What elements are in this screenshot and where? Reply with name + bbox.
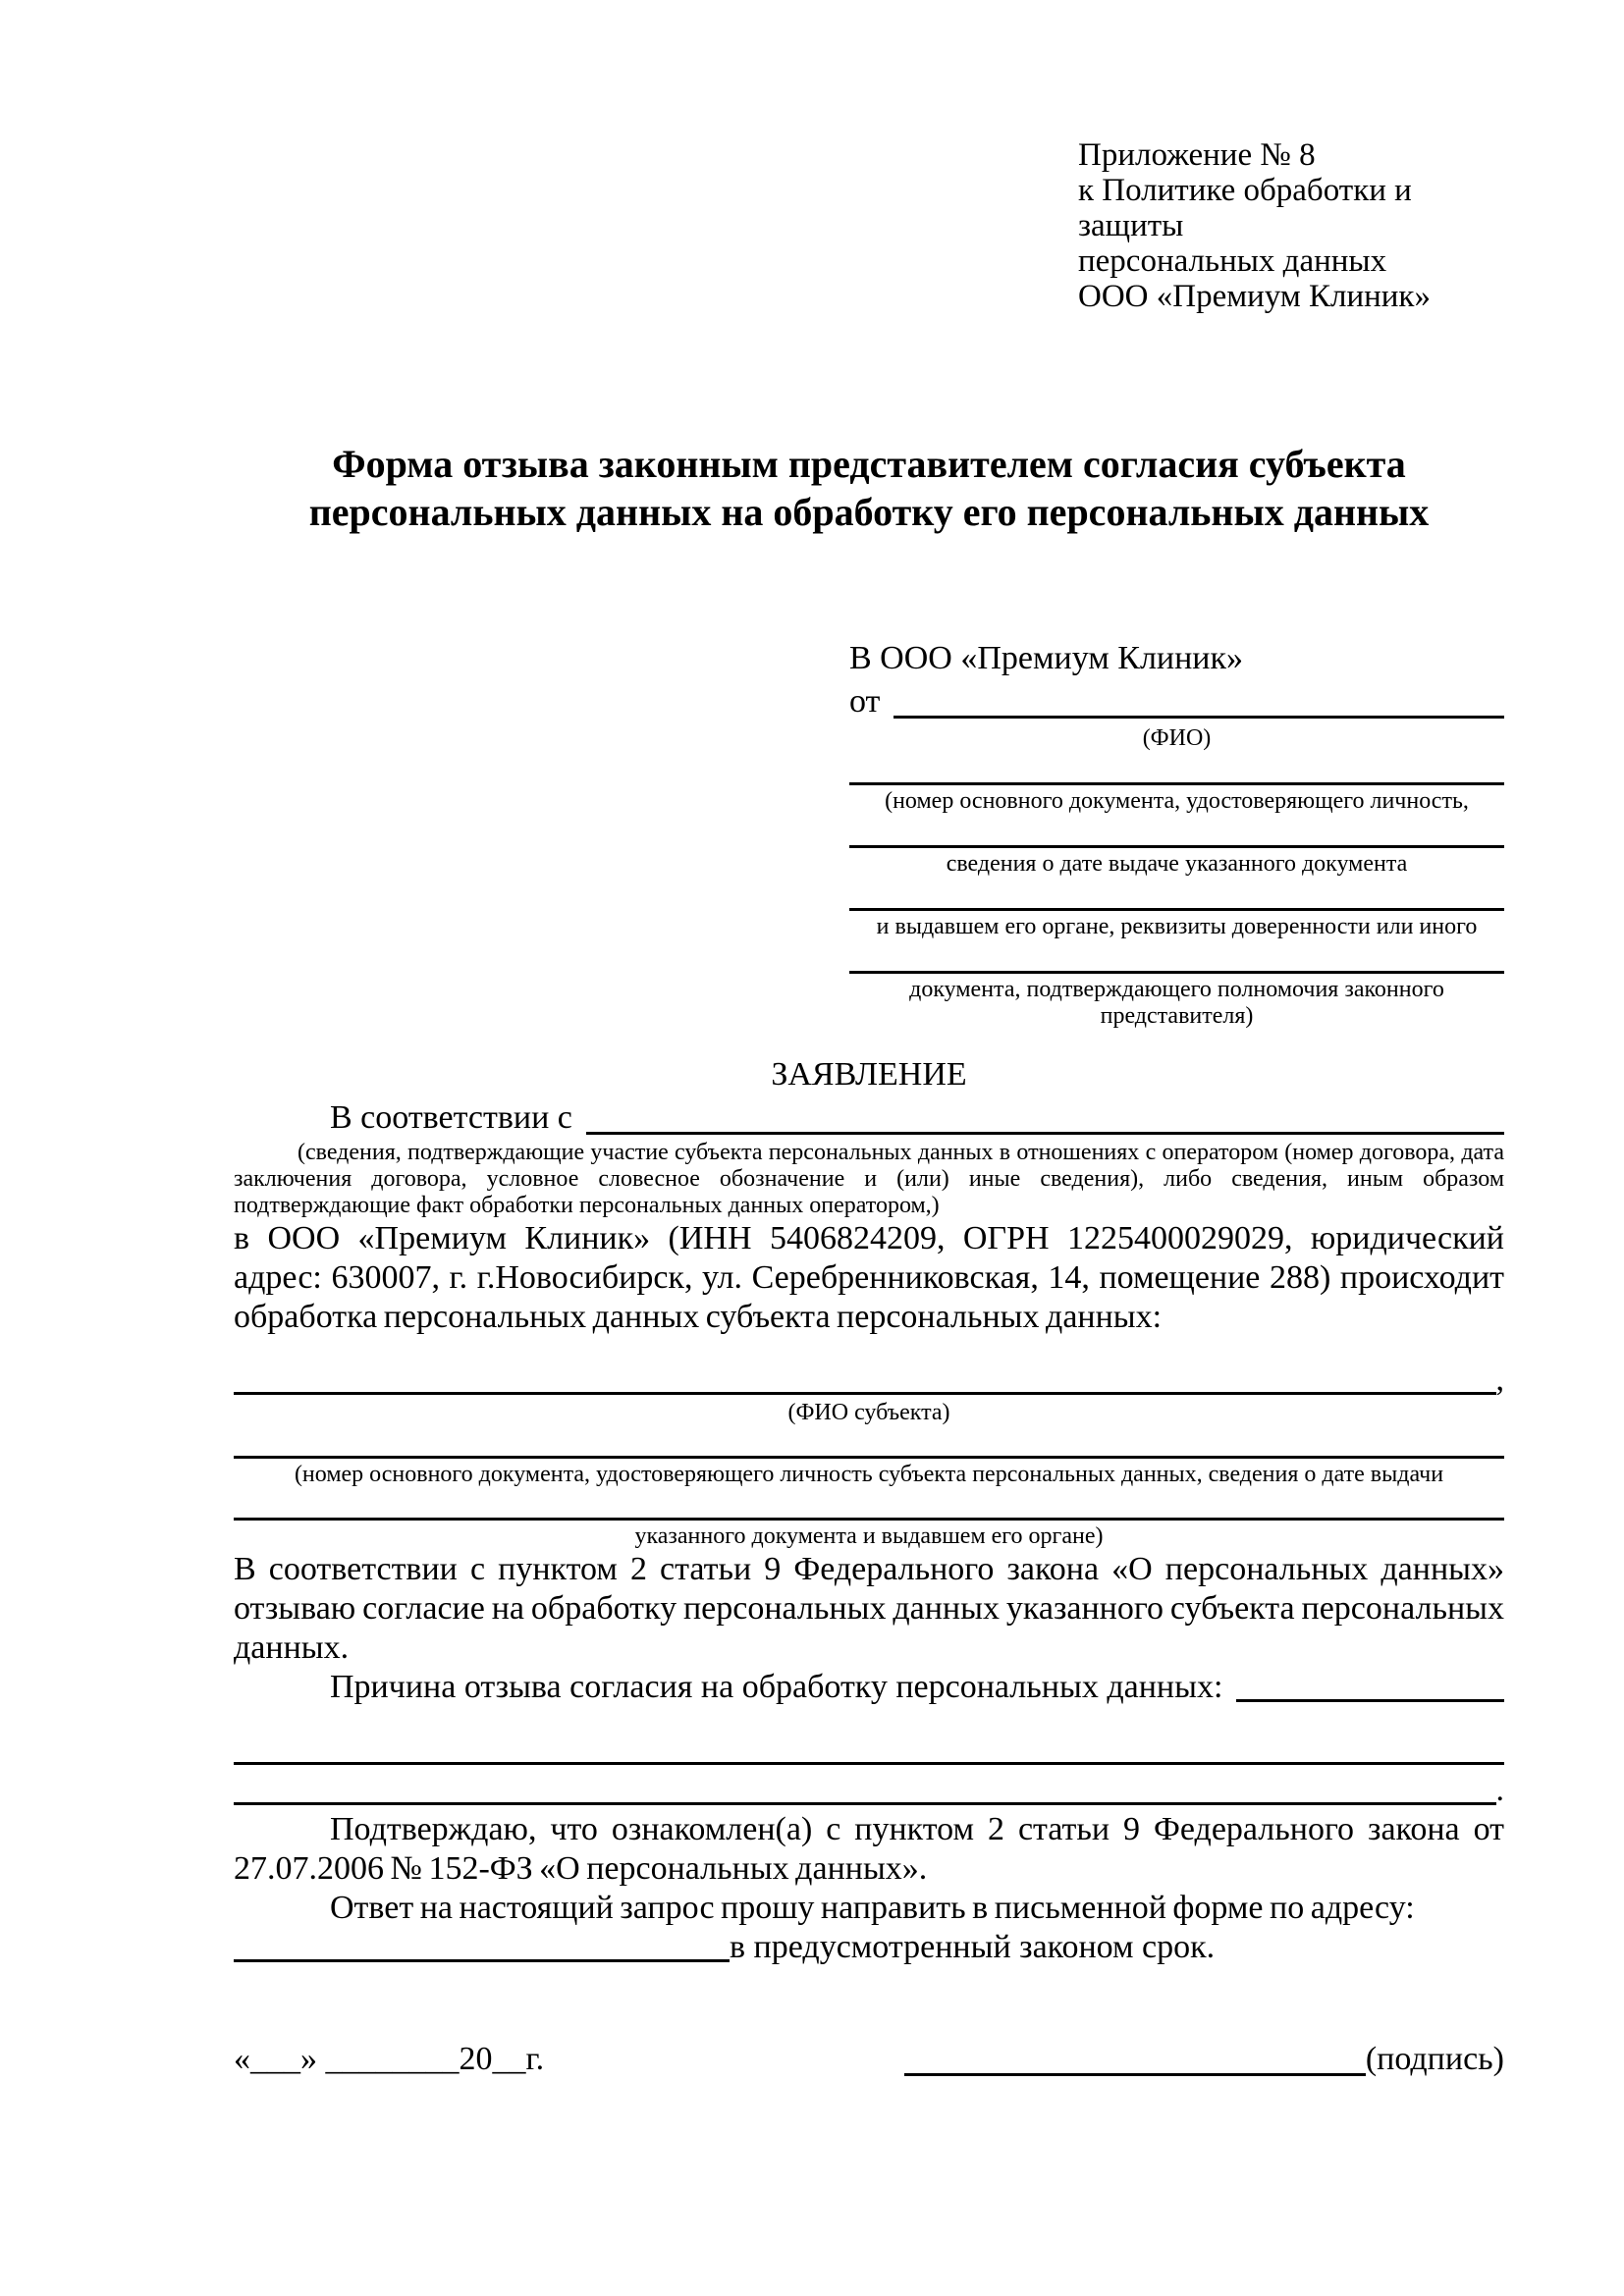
from-row <box>849 680 1504 723</box>
intro-blank <box>586 1132 1504 1135</box>
withdrawal-paragraph: В соответствии с пунктом 2 статьи 9 Федерального закона «О персональных данных» отзываю согласие на обработку персональных данных указанного субъекта персональных данных. <box>234 1551 1504 1666</box>
intro-caption: (сведения, подтверждающие участие субъекта персональных данных в отношениях с оператором (номер договора, дата заключения договора, условное словесное обозначение и (или) иные сведения), либо сведения, иным образом подтверждающие факт обработки персональных данных оператором,) <box>234 1140 1504 1218</box>
signature-caption: (подпись) <box>1365 2041 1504 2077</box>
date-line: «___» ________20__г. <box>234 2041 545 2077</box>
operator-paragraph: в ООО «Премиум Клиник» (ИНН 5406824209, ОГРН 1225400029029, юридический адрес: 630007, г. г.Новосибирск, ул. Серебренниковская, 14, помещение 288) происходит обработка персональных данных субъекта персональных данных: <box>234 1220 1504 1335</box>
reason-blank <box>1236 1699 1504 1702</box>
representative-authority-blank <box>849 971 1504 974</box>
subject-doc-issuer-blank <box>234 1518 1504 1521</box>
from-label: от <box>849 683 881 720</box>
reason-blank-line-2 <box>234 1771 1504 1810</box>
recipient-block <box>849 637 1504 1030</box>
reason-blank-line-1 <box>234 1762 1504 1765</box>
fio-caption: (ФИО) <box>1142 725 1212 751</box>
doc-issuer-blank <box>849 908 1504 911</box>
address-row <box>234 1928 1504 1967</box>
subject-fio-blank <box>234 1392 1496 1395</box>
annex-header <box>1078 137 1504 314</box>
intro-row <box>234 1096 1504 1140</box>
subject-doc-caption-1: (номер основного документа, удостоверяющего личность субъекта персональных данных, сведения о дате выдачи <box>294 1462 1444 1487</box>
document-title: Форма отзыва законным представителем согласия субъекта персональных данных на обработку его персональных данных <box>308 442 1430 534</box>
reason-label: Причина отзыва согласия на обработку персональных данных: <box>330 1669 1223 1705</box>
trailing-comma: , <box>1495 1362 1504 1398</box>
signature-group <box>904 2038 1504 2081</box>
reply-paragraph: Ответ на настоящий запрос прошу направить в письменной форме по адресу: <box>330 1890 1415 1926</box>
subject-doc-blank <box>234 1456 1504 1459</box>
representative-authority-caption: документа, подтверждающего полномочия законного представителя) <box>909 977 1444 1029</box>
statement-heading: ЗАЯВЛЕНИЕ <box>771 1056 967 1093</box>
reply-tail: в предусмотренный законом срок. <box>730 1929 1216 1965</box>
doc-number-blank <box>849 782 1504 785</box>
confirmation-paragraph: Подтверждаю, что ознакомлен(а) с пунктом 2 статьи 9 Федерального закона от 27.07.2006 № 152-ФЗ «О персональных данных». <box>234 1811 1504 1887</box>
address-blank <box>234 1959 730 1962</box>
doc-number-caption: (номер основного документа, удостоверяющего личность, <box>885 788 1469 814</box>
subject-fio-caption: (ФИО субъекта) <box>787 1400 950 1425</box>
annex-header-line: Приложение № 8 <box>1078 137 1316 173</box>
annex-header-line: персональных данных <box>1078 243 1387 279</box>
reason-row <box>234 1668 1504 1707</box>
annex-header-line: к Политике обработки и защиты <box>1078 173 1412 243</box>
from-name-blank <box>893 716 1504 719</box>
doc-issue-date-blank <box>849 845 1504 848</box>
footer-row <box>234 2038 1504 2081</box>
reason-blank-line-2-rule <box>234 1802 1496 1805</box>
annex-header-line: ООО «Премиум Клиник» <box>1078 279 1431 314</box>
signature-blank <box>904 2073 1366 2076</box>
doc-issue-date-caption: сведения о дате выдаче указанного документа <box>946 851 1408 877</box>
subject-fio-row <box>234 1361 1504 1400</box>
subject-doc-caption-2: указанного документа и выдавшем его органе) <box>634 1523 1104 1549</box>
trailing-period: . <box>1495 1772 1504 1808</box>
intro-label: В соответствии с <box>330 1099 572 1136</box>
recipient-organization: В ООО «Премиум Клиник» <box>849 640 1244 676</box>
doc-issuer-caption: и выдавшем его органе, реквизиты доверенности или иного <box>876 914 1478 939</box>
